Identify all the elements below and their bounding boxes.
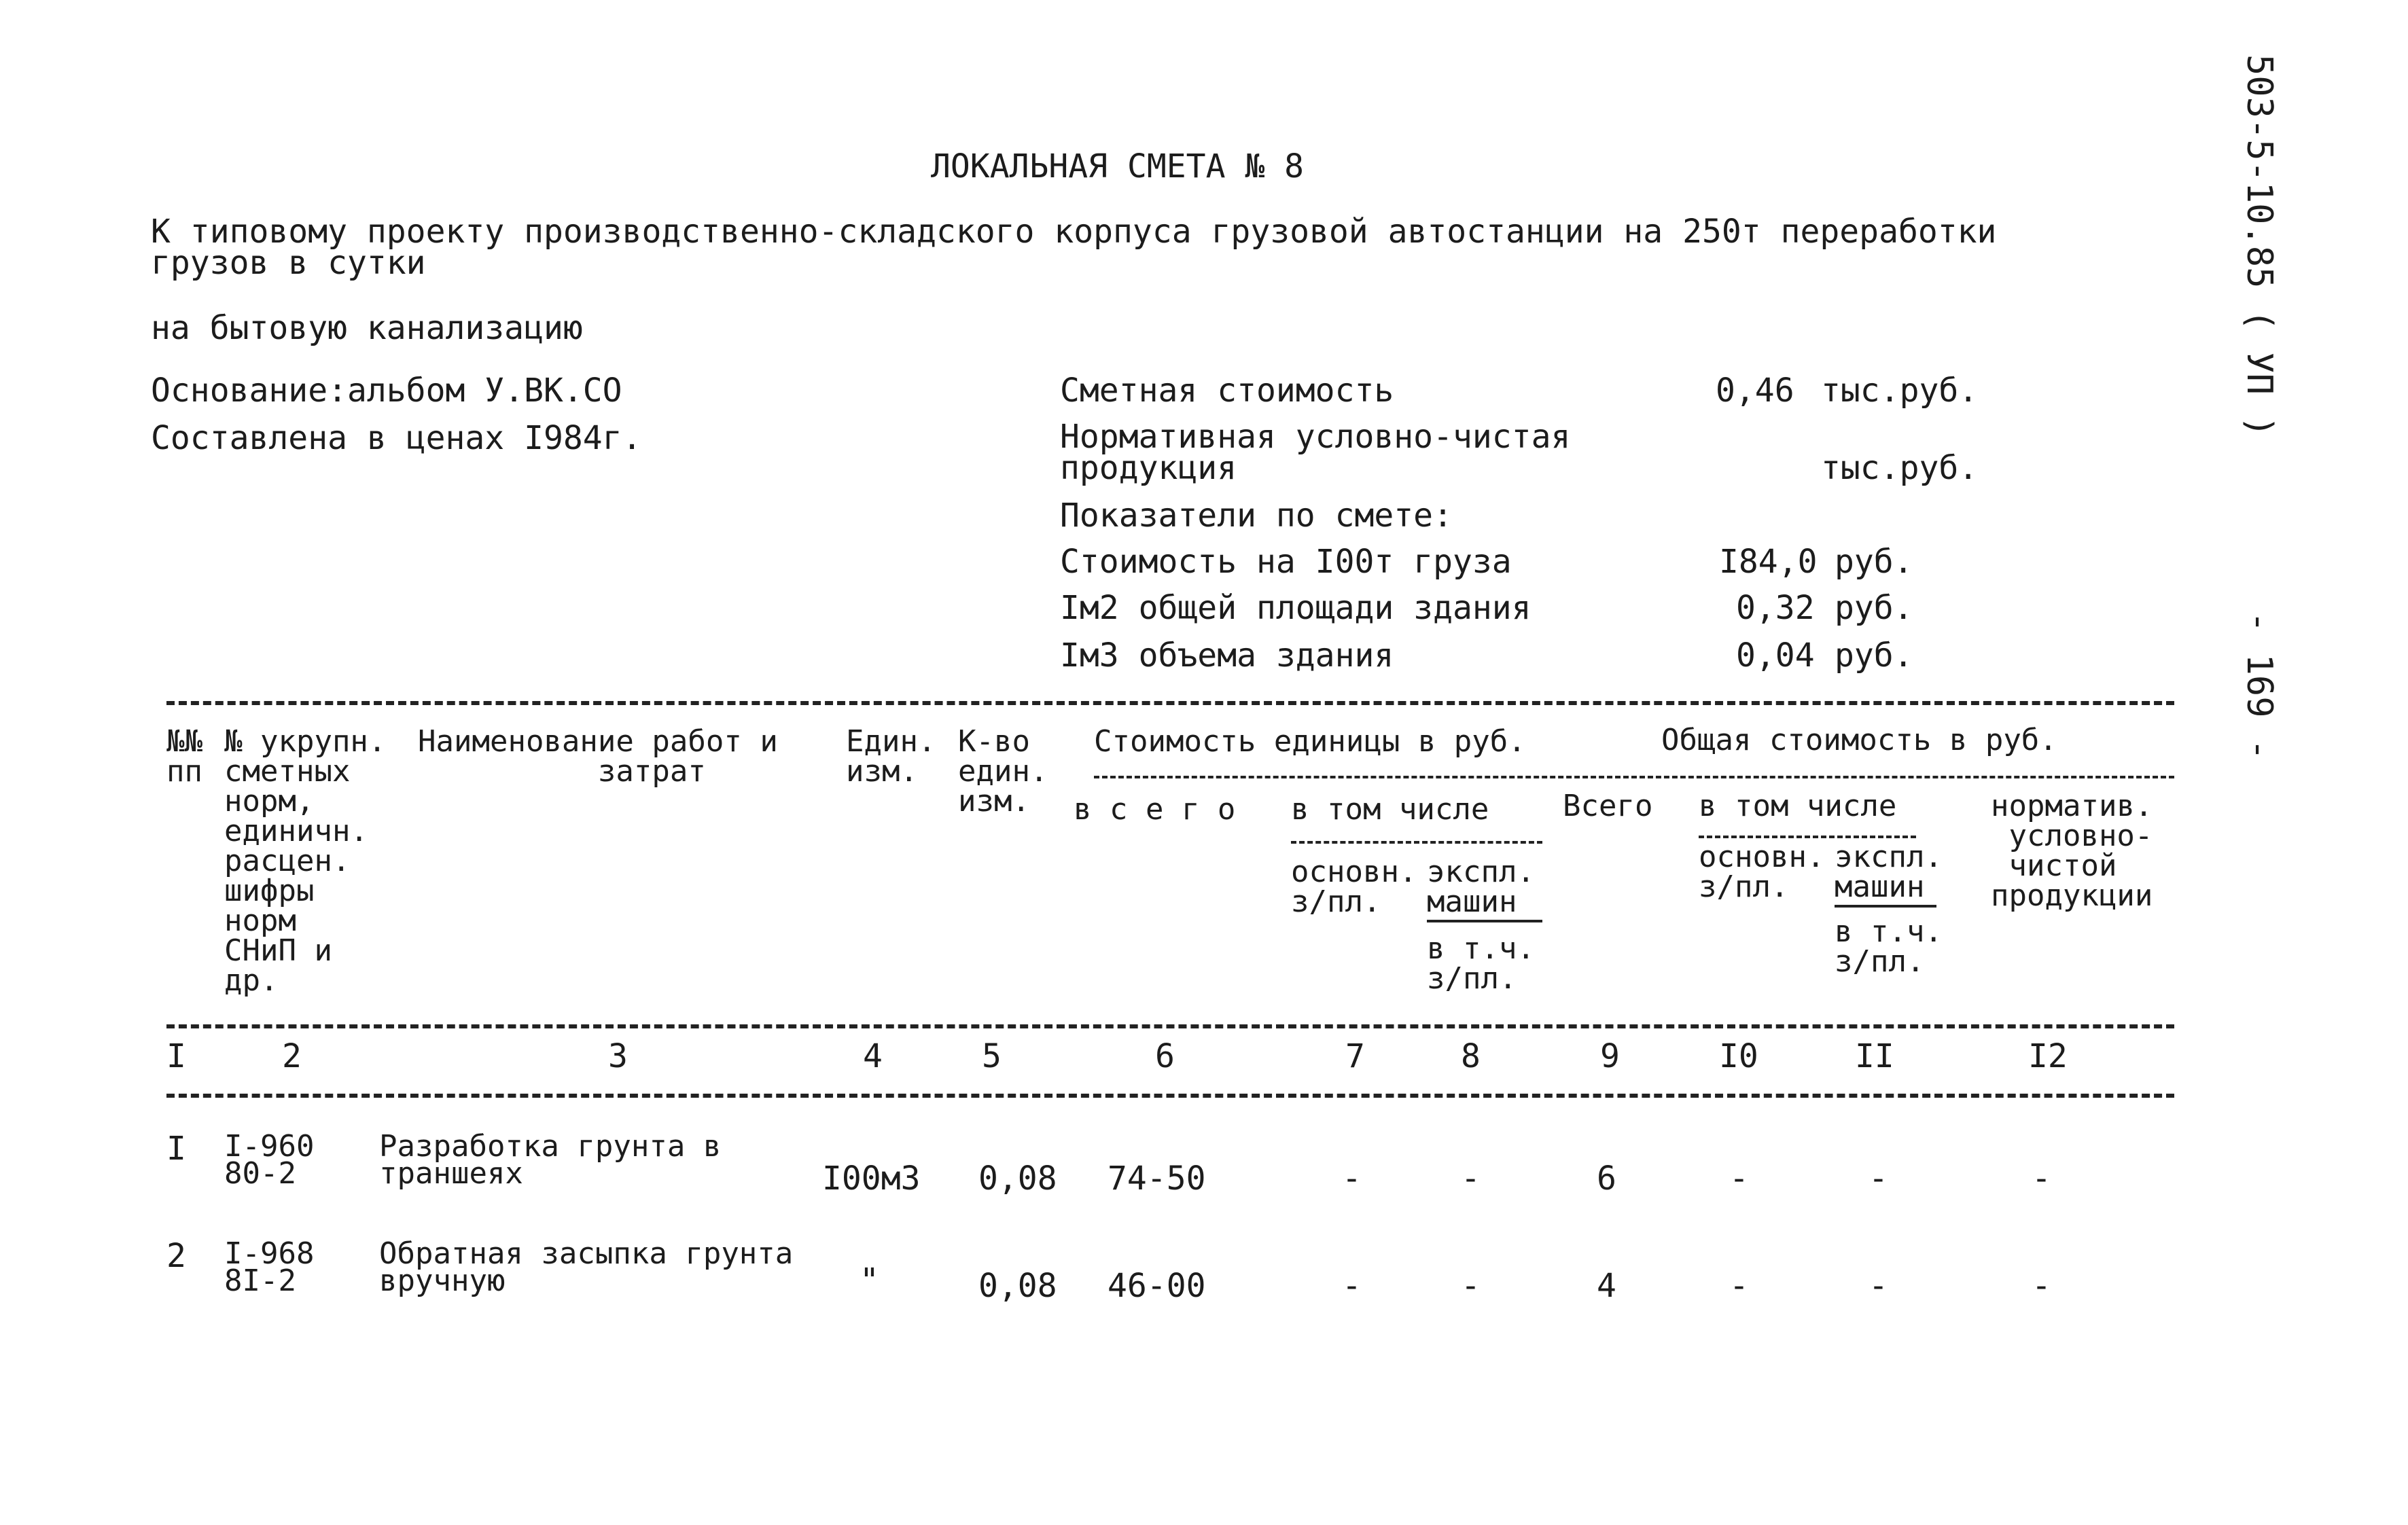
header-col2: № укрупн. сметных норм, единичн. расцен. шифры норм СНиП и др. (224, 724, 387, 998)
side-stamp: 503-5-10.85 ( УП ) (2239, 54, 2280, 437)
header-unit-cost: Стоимость единицы в руб. (1094, 724, 1526, 759)
norm-label-1: Нормативная условно-чистая (1060, 418, 1571, 456)
row2-c7: - (1342, 1267, 1362, 1305)
indicator-1-value: I84,0 (1719, 543, 1818, 581)
header-col12: норматив. условно- чистой продукции (1991, 789, 2153, 913)
header-col11-underline (1835, 905, 1936, 908)
indicator-3-label: Iм3 объема здания (1060, 636, 1394, 675)
header-col8: экспл. (1427, 855, 1535, 889)
basis-text: Основание:альбом У.ВК.СО (151, 372, 622, 410)
colnum-12: I2 (2028, 1037, 2068, 1075)
indicator-2-value: 0,32 (1736, 589, 1815, 627)
header-col9: Всего (1563, 789, 1653, 823)
header-col6: в с е г о (1074, 792, 1236, 827)
row1-number: I (166, 1130, 186, 1168)
row2-c8: - (1461, 1267, 1481, 1305)
row2-number: 2 (166, 1237, 186, 1275)
norm-label-2: продукция (1060, 449, 1237, 487)
page-number: - 169 - (2239, 611, 2280, 761)
row1-c12: - (2032, 1160, 2051, 1198)
colnum-11: II (1855, 1037, 1894, 1075)
row1-c8: - (1461, 1160, 1481, 1198)
header-col10: основн. з/пл. (1699, 840, 1825, 904)
colnum-6: 6 (1155, 1037, 1175, 1075)
cost-value: 0,46 (1716, 372, 1794, 410)
header-col8-underline (1427, 920, 1542, 922)
header-incl-total-rule (1699, 836, 1916, 838)
row2-name: Обратная засыпка грунта вручную (379, 1236, 794, 1298)
header-col11c: в т.ч. з/пл. (1835, 914, 1943, 979)
colnum-1: I (166, 1037, 186, 1075)
row1-c10: - (1729, 1160, 1749, 1198)
colnum-5: 5 (982, 1037, 1002, 1075)
row2-code: I-968 8I-2 (224, 1236, 315, 1298)
colnum-3: 3 (608, 1037, 628, 1075)
indicators-label: Показатели по смете: (1060, 497, 1453, 535)
indicator-3-value: 0,04 (1736, 636, 1815, 675)
row2-total: 46-00 (1108, 1267, 1206, 1305)
row1-c11: - (1869, 1160, 1888, 1198)
table-top-rule (166, 701, 2174, 705)
subtitle-line-1: К типовому проекту производственно-складского корпуса грузовой автостанции на 250т переработки (151, 213, 1997, 251)
header-col8b: машин (1427, 884, 1517, 919)
row2-c11: - (1869, 1267, 1888, 1305)
row2-qty: 0,08 (978, 1267, 1057, 1305)
row1-name: Разработка грунта в траншеях (379, 1129, 722, 1191)
header-incl-unit: в том числе (1291, 792, 1489, 827)
header-col8c: в т.ч. з/пл. (1427, 931, 1535, 996)
subtitle-line-2: грузов в сутки (151, 244, 426, 282)
indicator-2-label: Iм2 общей площади здания (1060, 589, 1531, 627)
header-col11: экспл. (1835, 840, 1943, 874)
row2-c12: - (2032, 1267, 2051, 1305)
header-col11b: машин (1835, 869, 1925, 904)
row1-c9: 6 (1597, 1160, 1616, 1198)
row1-code: I-960 80-2 (224, 1129, 315, 1191)
row1-qty: 0,08 (978, 1160, 1057, 1198)
row1-unit: I00м3 (822, 1160, 921, 1198)
colnum-4: 4 (863, 1037, 883, 1075)
header-col7: основн. з/пл. (1291, 855, 1417, 919)
header-col4: Един. изм. (846, 724, 936, 789)
colnum-7: 7 (1345, 1037, 1365, 1075)
indicator-1-label: Стоимость на I00т груза (1060, 543, 1512, 581)
prices-text: Составлена в ценах I984г. (151, 419, 642, 457)
row2-c9: 4 (1597, 1267, 1616, 1305)
row1-total: 74-50 (1108, 1160, 1206, 1198)
header-group-rule (1094, 776, 2174, 778)
colnum-8: 8 (1461, 1037, 1481, 1075)
document-title: ЛОКАЛЬНАЯ СМЕТА № 8 (931, 147, 1305, 185)
header-col1: №№ пп (166, 724, 202, 789)
colnum-10: I0 (1719, 1037, 1758, 1075)
purpose-text: на бытовую канализацию (151, 309, 583, 347)
header-total-cost: Общая стоимость в руб. (1661, 723, 2057, 757)
colnum-2: 2 (282, 1037, 302, 1075)
indicator-1-unit: руб. (1835, 543, 1913, 581)
cost-label: Сметная стоимость (1060, 372, 1394, 410)
header-incl-unit-rule (1291, 841, 1542, 844)
cost-unit: тыс.руб. (1821, 372, 1979, 410)
colnum-9: 9 (1600, 1037, 1620, 1075)
header-incl-total: в том числе (1699, 789, 1897, 823)
header-col3: Наименование работ и затрат (418, 724, 778, 789)
row2-c10: - (1729, 1267, 1749, 1305)
header-bottom-rule (166, 1024, 2174, 1028)
norm-unit: тыс.руб. (1821, 449, 1979, 487)
indicator-3-unit: руб. (1835, 636, 1913, 675)
indicator-2-unit: руб. (1835, 589, 1913, 627)
row1-c7: - (1342, 1160, 1362, 1198)
row2-unit: " (860, 1261, 879, 1299)
colnum-bottom-rule (166, 1094, 2174, 1098)
header-col5: К-во един. изм. (958, 724, 1048, 819)
